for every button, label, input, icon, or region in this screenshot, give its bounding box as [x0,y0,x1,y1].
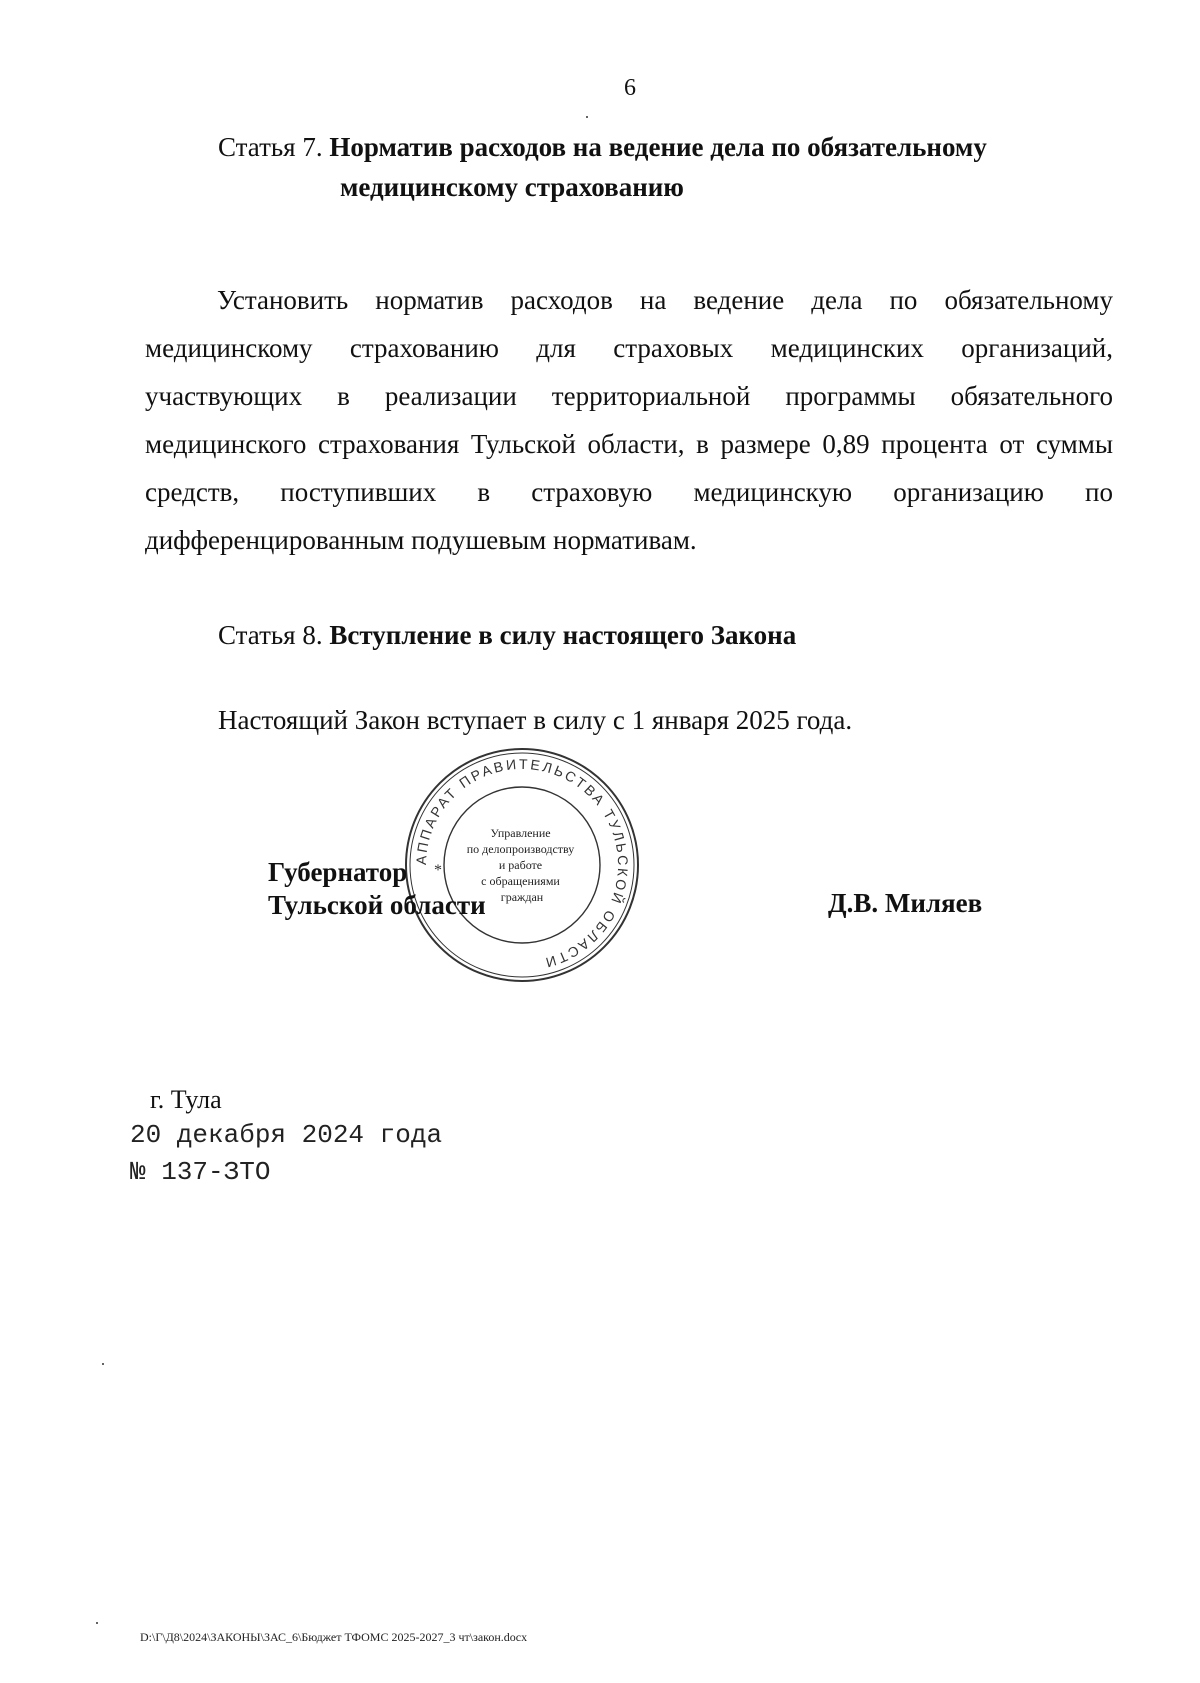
governor-title [268,856,486,922]
article-7-label: Статья 7. [218,132,323,162]
scan-speck [102,1363,104,1365]
stamp-line-1: Управление [490,826,551,840]
stamp-ring-text: АППАРАТ ПРАВИТЕЛЬСТВА ТУЛЬСКОЙ ОБЛАСТИ [412,755,632,972]
article-8-text: Настоящий Закон вступает в силу с 1 января 2025 года. [218,705,853,735]
article-8-title: Вступление в силу настоящего Закона [329,620,797,650]
governor-name: Д.В. Миляев [828,888,983,918]
article-8-heading [218,610,796,660]
file-path-footer: D:\Г\Д8\2024\ЗАКОНЫ\ЗАС_6\Бюджет ТФОМС 2025-2027_3 чт\закон.docx [140,1630,528,1644]
article-7-title-continued: медицинскому страхованию [340,172,684,202]
stamp-line-3: и работе [498,858,543,872]
stamp-line-5: граждан [500,890,544,904]
stamp-line-4: с обращениями [481,874,560,888]
article-7-text [145,276,1113,564]
article-7-heading [218,122,987,172]
stamp-star-icon: * [434,862,442,879]
scan-speck [96,1622,98,1624]
governor-title-line-2: Тульской области [268,890,486,920]
signing-date: 20 декабря 2024 года [130,1120,443,1150]
page-number: 6 [624,75,636,101]
article-7-title: Норматив расходов на ведение дела по обязательному [329,132,987,162]
place-of-signing: г. Тула [150,1085,222,1114]
scan-speck [586,116,588,118]
governor-title-line-1: Губернатор [268,857,408,887]
law-number: № 137-ЗТО [130,1157,271,1187]
stamp-line-2: по делопроизводству [466,842,575,856]
article-8-label: Статья 8. [218,620,323,650]
article-7-body: Установить норматив расходов на ведение дела по обязательному медицинскому страхованию для страховых медицинских организаций, участвующих в реализации территориальной программы обязательного медицинского страхования Тульской области, в размере 0,89 процента от суммы средств, поступивших в страховую медицинскую организацию по дифференцированным подушевым нормативам. [145,285,1113,555]
